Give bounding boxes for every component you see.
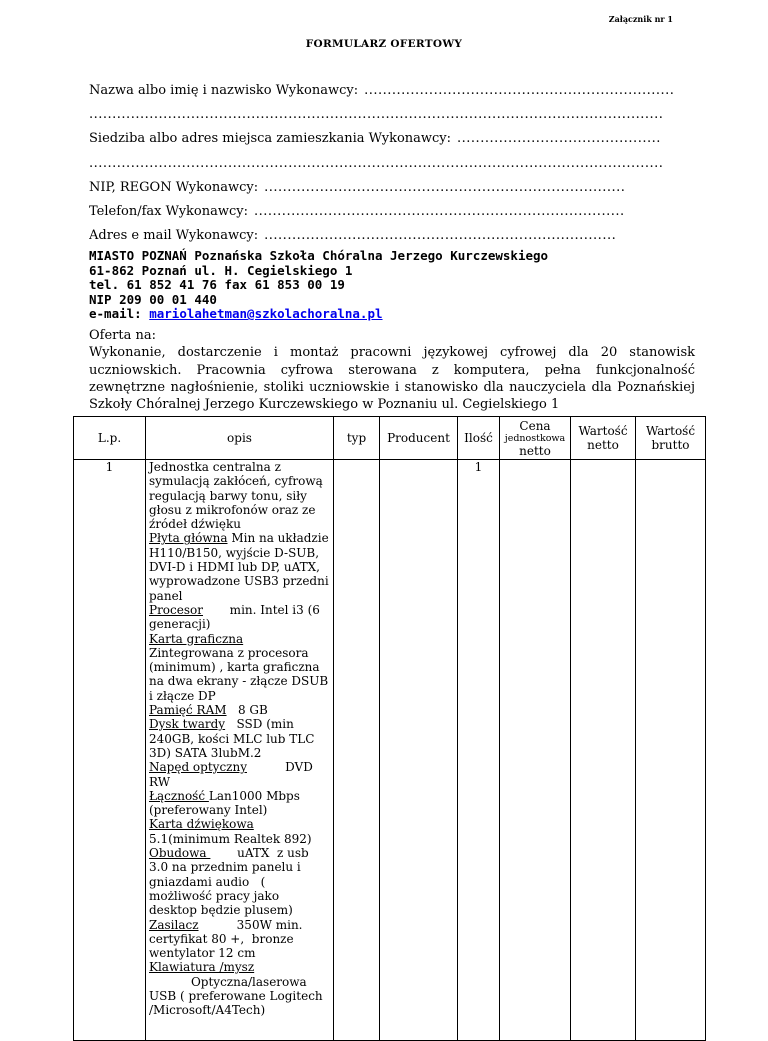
spec-value: 5.1(minimum Realtek 892)	[149, 831, 312, 846]
table-row	[74, 460, 706, 1041]
field-nip-regon	[89, 178, 689, 202]
field-label: Telefon/fax Wykonawcy:	[89, 203, 249, 219]
spec-value: Zintegrowana z procesora (minimum) , karta graficzna na dwa ekrany - złącze DSUB i złącze DP	[149, 645, 329, 703]
cell-producent[interactable]	[380, 460, 458, 1041]
form-title: FORMULARZ OFERTOWY	[305, 38, 463, 50]
spec-value: 350W min. certyfikat 80 +, bronze wentylator 12 cm	[149, 917, 307, 961]
header-wartosc-brutto	[636, 417, 706, 460]
spec-value: Min na układzie H110/B150, wyjście D-SUB, DVI-D i HDMI lub DP, uATX, wyprowadzone USB3 przedni panel	[149, 531, 329, 603]
header-cena-mid: jednostkowa	[504, 432, 566, 444]
spec-disk	[149, 717, 330, 760]
field-email	[89, 226, 689, 250]
offer-heading: Oferta na:	[89, 328, 156, 343]
spec-gpu	[149, 632, 330, 703]
header-cena	[500, 417, 571, 460]
spec-value: Lan1000 Mbps (preferowany Intel)	[149, 788, 300, 818]
field-dots: ................................................................................	[254, 203, 625, 219]
spec-name: Karta dźwiękowa	[149, 817, 254, 832]
spec-name: Obudowa	[149, 846, 211, 861]
spec-value: min. Intel i3 (6 generacji)	[149, 602, 324, 632]
cell-wartosc-netto[interactable]	[571, 460, 636, 1041]
field-address-cont	[89, 154, 689, 178]
table-header-row	[74, 417, 706, 460]
header-ilosc: Ilość	[458, 417, 500, 460]
spec-name: Procesor	[149, 602, 203, 617]
recipient-email-line	[89, 307, 548, 322]
cell-lp: 1	[74, 460, 146, 1041]
offer-description: Wykonanie, dostarczenie i montaż pracowni językowej cyfrowej dla 20 stanowisk uczniowskich. Pracownia cyfrowa sterowana z komputera, pełna funkcjonalność zewnętrzne nagłośnienie, stoliki uczniowskie i stanowisko dla nauczyciela dla Poznańskiej Szkoły Chóralnej Jerzego Kurczewskiego w Poznaniu ul. Cegielskiego 1	[89, 345, 695, 413]
offer-table	[73, 416, 706, 1041]
field-address	[89, 129, 689, 153]
field-dots: ............................................	[457, 131, 661, 147]
field-dots: ..............................................................................	[264, 179, 626, 195]
field-name-cont	[89, 105, 689, 129]
spec-value: SSD (min 240GB, kości MLC lub TLC 3D) SATA 3lubM.2	[149, 717, 319, 760]
cell-cena[interactable]	[500, 460, 571, 1041]
contractor-fields	[89, 81, 689, 250]
field-label: NIP, REGON Wykonawcy:	[89, 179, 259, 195]
spec-value: DVD RW	[149, 760, 317, 789]
header-brutto-bottom: brutto	[651, 438, 690, 452]
field-name	[89, 81, 689, 105]
spec-case	[149, 846, 330, 917]
spec-intro: Jednostka centralna z symulacją zakłóceń, cyfrową regulacją barwy tonu, siły głosu z mikrofonów oraz ze źródeł dźwięku	[149, 460, 323, 532]
spec-cpu	[149, 603, 330, 632]
header-cena-bottom: netto	[519, 443, 551, 458]
spec-optical	[149, 760, 330, 789]
spec-name: Płyta główna	[149, 531, 228, 546]
spec-value: Optyczna/laserowa USB ( preferowane Logitech /Microsoft/A4Tech)	[149, 974, 327, 1018]
recipient-nip: NIP 209 00 01 440	[89, 291, 217, 307]
field-label: Nazwa albo imię i nazwisko Wykonawcy:	[89, 83, 359, 98]
spec-value: 8 GB	[226, 703, 268, 718]
spec-name: Napęd optyczny	[149, 760, 247, 775]
field-label: Adres e mail Wykonawcy:	[89, 228, 259, 244]
header-brutto-top: Wartość	[645, 424, 696, 438]
spec-motherboard	[149, 531, 330, 602]
recipient-block	[89, 249, 548, 322]
header-wartosc-netto	[571, 417, 636, 460]
spec-ram	[149, 703, 330, 717]
field-dots: ...................................................................	[364, 83, 675, 98]
header-netto-top: Wartość	[578, 424, 628, 438]
spec-keyboard-mouse	[149, 960, 330, 1017]
header-netto-bottom: netto	[587, 438, 619, 452]
recipient-address: 61-862 Poznań ul. H. Cegielskiego 1	[89, 262, 353, 278]
spec-name: Łączność	[149, 788, 209, 803]
spec-name: Klawiatura /mysz	[149, 960, 255, 975]
spec-name: Dysk twardy	[149, 717, 226, 732]
header-cena-top: Cena	[519, 418, 551, 433]
spec-network	[149, 789, 330, 818]
spec-sound	[149, 817, 330, 846]
field-phone-fax	[89, 202, 689, 226]
email-label: e-mail:	[89, 306, 150, 321]
header-producent: Producent	[380, 417, 458, 460]
cell-wartosc-brutto[interactable]	[636, 460, 706, 1041]
spec-name: Karta graficzna	[149, 631, 244, 646]
field-label: Siedziba albo adres miejsca zamieszkania Wykonawcy:	[89, 131, 452, 147]
spec-name: Pamięć RAM	[149, 703, 227, 718]
recipient-name: MIASTO POZNAŃ Poznańska Szkoła Chóralna Jerzego Kurczewskiego	[89, 248, 549, 263]
cell-ilosc: 1	[458, 460, 500, 1041]
header-lp: L.p.	[74, 417, 146, 460]
spec-name: Zasilacz	[149, 917, 199, 932]
attachment-label: Załącznik nr 1	[608, 14, 673, 24]
cell-opis	[146, 460, 334, 1041]
email-link[interactable]: mariolahetman@szkolachoralna.pl	[149, 306, 383, 321]
offer-section	[89, 327, 695, 413]
cell-typ[interactable]	[334, 460, 380, 1041]
field-dots: ............................................................................	[264, 228, 617, 244]
recipient-phone: tel. 61 852 41 76 fax 61 853 00 19	[89, 277, 345, 292]
header-typ: typ	[334, 417, 380, 460]
field-dots: ............................................................................................................................	[89, 107, 664, 123]
header-opis: opis	[146, 417, 334, 460]
field-dots: ............................................................................................................................	[89, 155, 664, 171]
spec-psu	[149, 918, 330, 961]
spec-value: uATX z usb 3.0 na przednim panelu i gniazdami audio ( możliwość pracy jako desktop będzie plusem)	[149, 846, 313, 918]
